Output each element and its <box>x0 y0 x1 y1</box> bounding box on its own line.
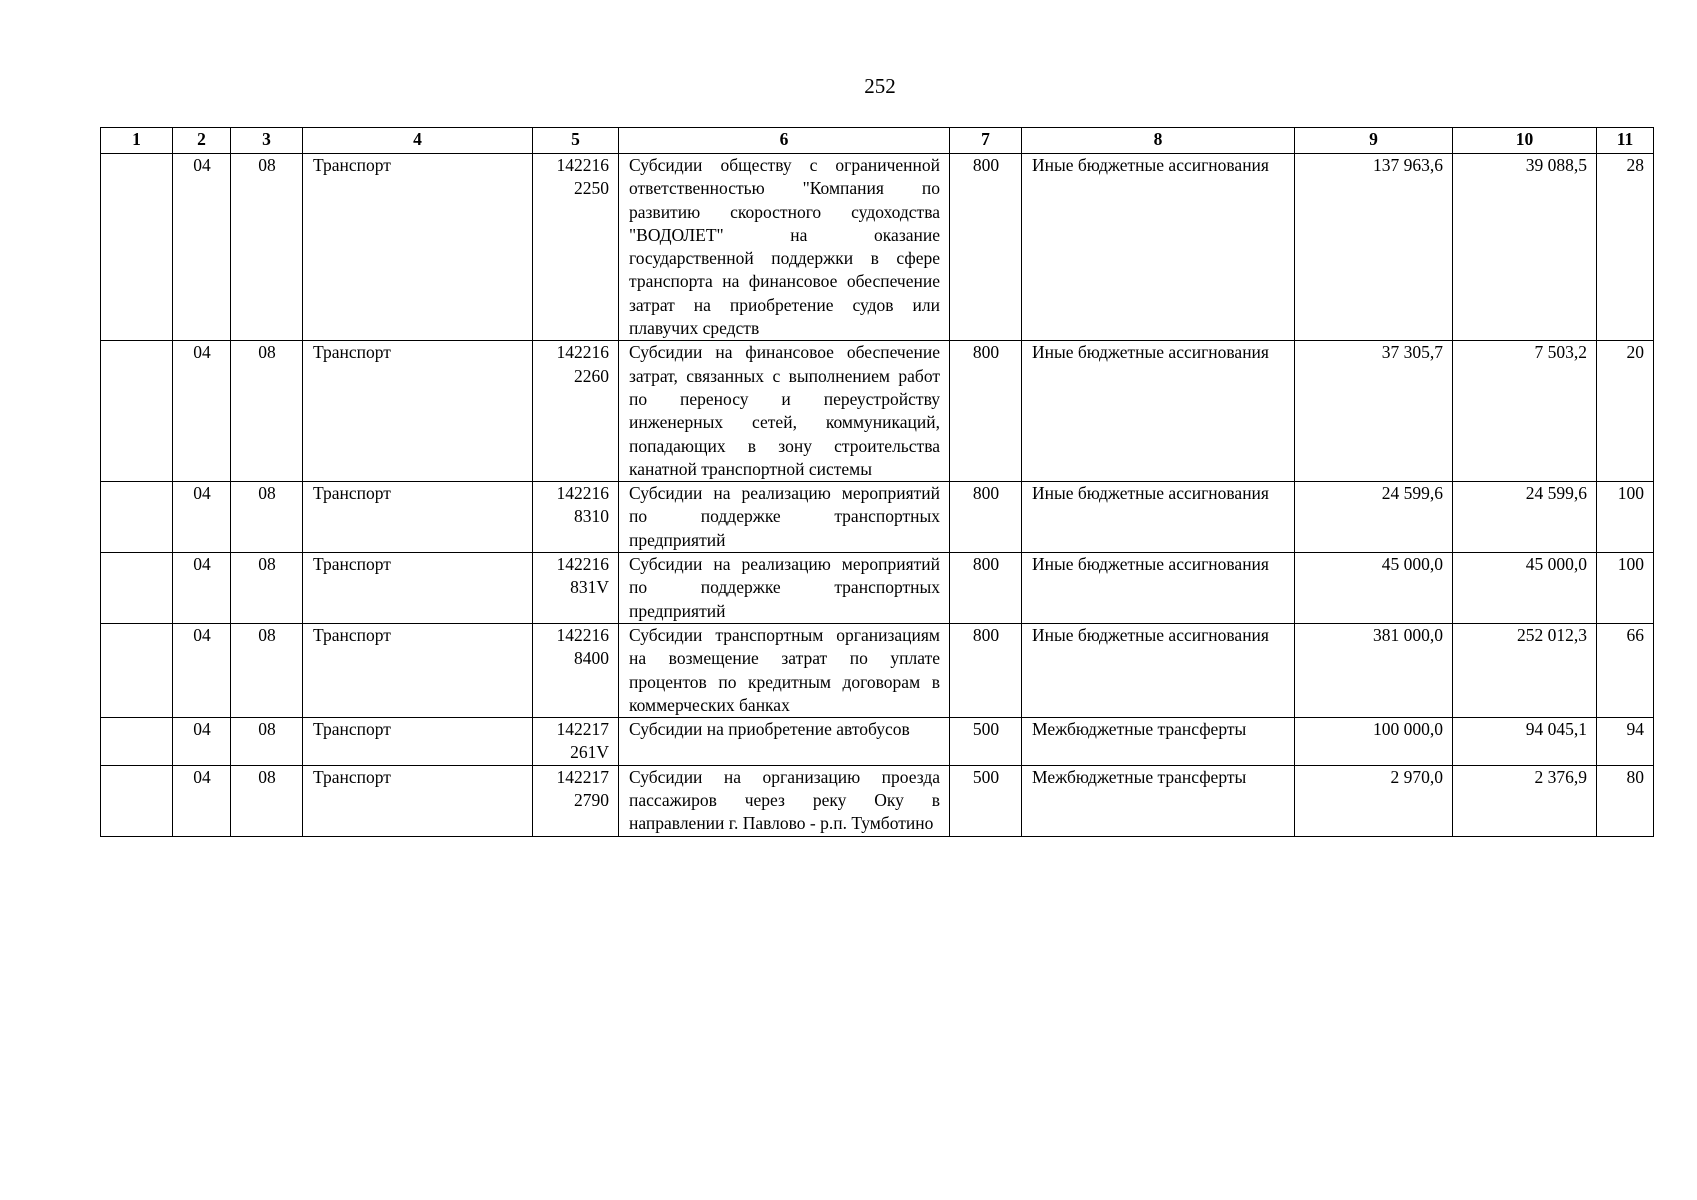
cell-planned-amount: 137 963,6 <box>1295 154 1453 341</box>
cell-col1 <box>101 623 173 717</box>
cell-expense-type: Иные бюджетные ассигнования <box>1022 341 1295 482</box>
cell-section: 04 <box>173 553 231 624</box>
cell-col1 <box>101 718 173 766</box>
col-header-11: 11 <box>1597 128 1654 154</box>
table-row <box>101 341 1654 482</box>
cell-section-name: Транспорт <box>303 623 533 717</box>
cell-section: 04 <box>173 154 231 341</box>
col-header-8: 8 <box>1022 128 1295 154</box>
col-header-4: 4 <box>303 128 533 154</box>
cell-subsection: 08 <box>231 154 303 341</box>
col-header-10: 10 <box>1453 128 1597 154</box>
col-header-2: 2 <box>173 128 231 154</box>
cell-actual-amount: 7 503,2 <box>1453 341 1597 482</box>
cell-description: Субсидии на реализацию мероприятий по поддержке транспортных предприятий <box>619 482 950 553</box>
target-code-part2: 831V <box>570 577 609 598</box>
cell-actual-amount: 252 012,3 <box>1453 623 1597 717</box>
cell-target-code <box>533 718 619 766</box>
cell-planned-amount: 45 000,0 <box>1295 553 1453 624</box>
cell-section-name: Транспорт <box>303 341 533 482</box>
cell-actual-amount: 94 045,1 <box>1453 718 1597 766</box>
cell-section: 04 <box>173 718 231 766</box>
cell-section-name: Транспорт <box>303 765 533 836</box>
cell-expense-type: Межбюджетные трансферты <box>1022 718 1295 766</box>
cell-subsection: 08 <box>231 765 303 836</box>
cell-description: Субсидии на финансовое обеспечение затрат, связанных с выполнением работ по переносу и переустройству инженерных сетей, коммуникаций, попадающих в зону строительства канатной транспортной системы <box>619 341 950 482</box>
cell-percent: 20 <box>1597 341 1654 482</box>
cell-expense-code: 800 <box>950 623 1022 717</box>
cell-percent: 94 <box>1597 718 1654 766</box>
table-row <box>101 154 1654 341</box>
cell-planned-amount: 24 599,6 <box>1295 482 1453 553</box>
cell-percent: 66 <box>1597 623 1654 717</box>
cell-target-code <box>533 623 619 717</box>
cell-target-code <box>533 154 619 341</box>
cell-subsection: 08 <box>231 482 303 553</box>
header-row <box>101 128 1654 154</box>
cell-description: Субсидии транспортным организациям на возмещение затрат по уплате процентов по кредитным договорам в коммерческих банках <box>619 623 950 717</box>
cell-col1 <box>101 341 173 482</box>
cell-target-code <box>533 553 619 624</box>
cell-subsection: 08 <box>231 553 303 624</box>
col-header-6: 6 <box>619 128 950 154</box>
cell-planned-amount: 100 000,0 <box>1295 718 1453 766</box>
cell-expense-code: 500 <box>950 765 1022 836</box>
cell-description: Субсидии на реализацию мероприятий по поддержке транспортных предприятий <box>619 553 950 624</box>
cell-expense-type: Иные бюджетные ассигнования <box>1022 482 1295 553</box>
cell-percent: 28 <box>1597 154 1654 341</box>
cell-section: 04 <box>173 482 231 553</box>
target-code-part1: 142216 <box>556 554 609 575</box>
target-code-part1: 142216 <box>556 483 609 504</box>
cell-section-name: Транспорт <box>303 718 533 766</box>
cell-percent: 100 <box>1597 553 1654 624</box>
cell-col1 <box>101 553 173 624</box>
cell-planned-amount: 381 000,0 <box>1295 623 1453 717</box>
table-row <box>101 765 1654 836</box>
target-code-part2: 2790 <box>574 790 609 811</box>
target-code-part2: 2260 <box>574 365 609 386</box>
col-header-7: 7 <box>950 128 1022 154</box>
table-row <box>101 718 1654 766</box>
cell-expense-type: Иные бюджетные ассигнования <box>1022 154 1295 341</box>
cell-target-code <box>533 482 619 553</box>
target-code-part1: 142217 <box>556 719 609 740</box>
cell-planned-amount: 2 970,0 <box>1295 765 1453 836</box>
col-header-3: 3 <box>231 128 303 154</box>
cell-col1 <box>101 765 173 836</box>
col-header-5: 5 <box>533 128 619 154</box>
cell-actual-amount: 39 088,5 <box>1453 154 1597 341</box>
target-code-part1: 142216 <box>556 342 609 363</box>
cell-section-name: Транспорт <box>303 553 533 624</box>
cell-subsection: 08 <box>231 718 303 766</box>
cell-planned-amount: 37 305,7 <box>1295 341 1453 482</box>
table-row <box>101 553 1654 624</box>
cell-target-code <box>533 341 619 482</box>
cell-section: 04 <box>173 341 231 482</box>
cell-actual-amount: 45 000,0 <box>1453 553 1597 624</box>
cell-subsection: 08 <box>231 341 303 482</box>
cell-expense-code: 800 <box>950 482 1022 553</box>
cell-col1 <box>101 154 173 341</box>
target-code-part1: 142217 <box>556 766 609 787</box>
cell-section-name: Транспорт <box>303 154 533 341</box>
cell-percent: 80 <box>1597 765 1654 836</box>
target-code-part1: 142216 <box>556 155 609 175</box>
target-code-part2: 2250 <box>574 178 609 199</box>
target-code-part2: 261V <box>570 742 609 763</box>
cell-expense-type: Иные бюджетные ассигнования <box>1022 553 1295 624</box>
cell-expense-code: 800 <box>950 553 1022 624</box>
cell-expense-type: Межбюджетные трансферты <box>1022 765 1295 836</box>
cell-target-code <box>533 765 619 836</box>
cell-col1 <box>101 482 173 553</box>
page-number: 252 <box>864 74 896 98</box>
table-row <box>101 623 1654 717</box>
cell-expense-code: 800 <box>950 341 1022 482</box>
cell-section-name: Транспорт <box>303 482 533 553</box>
budget-table <box>100 127 1654 837</box>
cell-actual-amount: 2 376,9 <box>1453 765 1597 836</box>
cell-expense-type: Иные бюджетные ассигнования <box>1022 623 1295 717</box>
cell-section: 04 <box>173 765 231 836</box>
cell-expense-code: 500 <box>950 718 1022 766</box>
cell-description: Субсидии обществу с ограниченной ответственностью "Компания по развитию скоростного судоходства "ВОДОЛЕТ" на оказание государственной поддержки в сфере транспорта на финансовое обеспечение затрат на приобретение судов или плавучих средств <box>619 154 950 341</box>
cell-subsection: 08 <box>231 623 303 717</box>
cell-description: Субсидии на организацию проезда пассажиров через реку Оку в направлении г. Павлово - р.п. Тумботино <box>619 765 950 836</box>
col-header-9: 9 <box>1295 128 1453 154</box>
col-header-1: 1 <box>101 128 173 154</box>
cell-description: Субсидии на приобретение автобусов <box>619 718 950 766</box>
cell-actual-amount: 24 599,6 <box>1453 482 1597 553</box>
target-code-part2: 8310 <box>574 506 609 527</box>
target-code-part1: 142216 <box>556 624 609 645</box>
table-row <box>101 482 1654 553</box>
cell-section: 04 <box>173 623 231 717</box>
cell-expense-code: 800 <box>950 154 1022 341</box>
target-code-part2: 8400 <box>574 648 609 669</box>
cell-percent: 100 <box>1597 482 1654 553</box>
